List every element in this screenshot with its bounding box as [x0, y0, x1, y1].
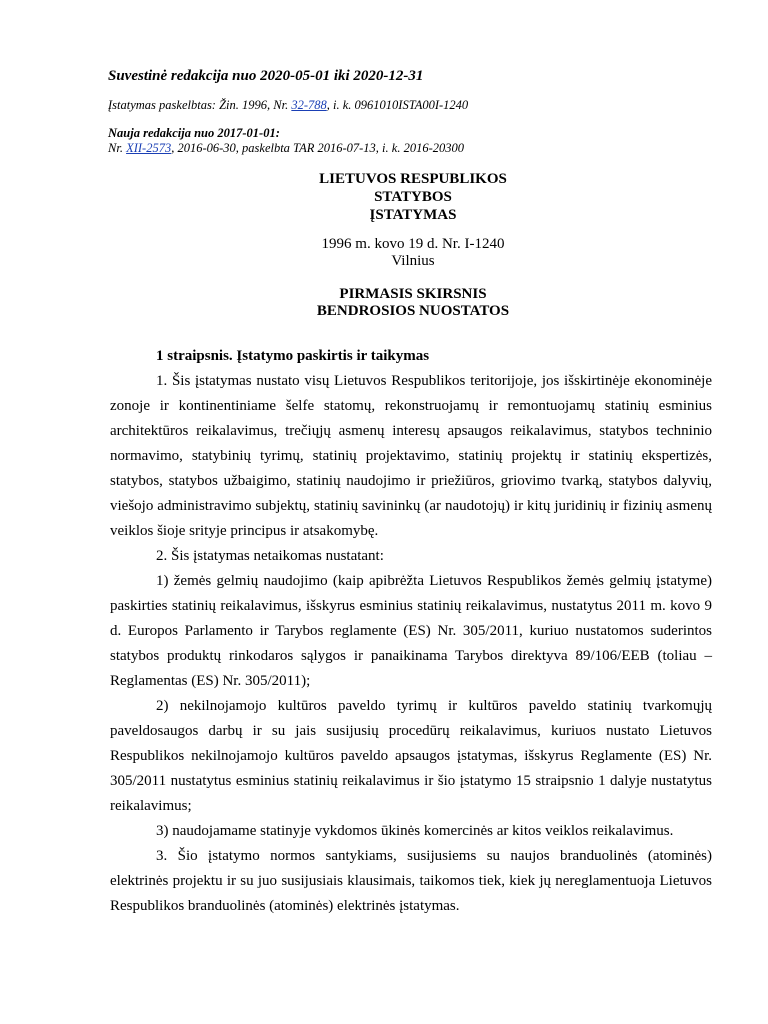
new-version-prefix: Nr. [108, 141, 127, 155]
paragraph: 1) žemės gelmių naudojimo (kaip apibrėžta Lietuvos Respublikos žemės gelmių įstatyme) paskirties statinių reikalavimus, išskyrus esminius statinių reikalavimus, nustatytus 2011 m. kovo 9 d. Europos Parlamento ir Tarybos reglamente (ES) Nr. 305/2011, kuriuo nustatomos suderintos statybos produktų rinkodaros sąlygos ir panaikinama Tarybos direktyva 89/106/EEB (toliau – Reglamentas (ES) Nr. 305/2011); [110, 573, 712, 689]
paragraph: 2) nekilnojamojo kultūros paveldo tyrimų ir kultūros paveldo statinių tvarkomųjų paveldosaugos darbų ir su jais susijusių procedūrų reikalavimus, kuriuos nustato Lietuvos Respublikos nekilnojamojo kultūros paveldo apsaugos įstatymas, išskyrus Reglamente (ES) Nr. 305/2011 nustatytus esminius statinių reikalavimus ir šio įstatymo 15 straipsnio 1 dalyje nustatytus reikalavimus; [110, 698, 712, 814]
new-version-title: Nauja redakcija nuo 2017-01-01: [108, 126, 280, 140]
section-title [108, 286, 718, 320]
law-date-block [108, 236, 718, 270]
law-date: 1996 m. kovo 19 d. Nr. I-1240 [321, 236, 505, 252]
section-title-line2: BENDROSIOS NUOSTATOS [316, 303, 510, 319]
law-title-line3: ĮSTATYMAS [369, 207, 457, 223]
law-body [110, 344, 712, 919]
paragraph: 3) naudojamame statinyje vykdomos ūkinės komercinės ar kitos veiklos reikalavimus. [156, 823, 674, 839]
consolidated-version-title: Suvestinė redakcija nuo 2020-05-01 iki 2020-12-31 [108, 68, 424, 84]
publication-info [108, 98, 718, 113]
publication-prefix: Įstatymas paskelbtas: Žin. 1996, Nr. [108, 98, 292, 112]
law-title-line1: LIETUVOS RESPUBLIKOS [319, 171, 507, 187]
new-version-suffix: , 2016-06-30, paskelbta TAR 2016-07-13, i. k. 2016-20300 [171, 141, 464, 155]
new-version-info [108, 141, 718, 156]
publication-link[interactable]: 32-788 [291, 98, 327, 112]
new-version-link[interactable]: XII-2573 [126, 141, 172, 155]
section-title-line1: PIRMASIS SKIRSNIS [339, 286, 487, 302]
law-place: Vilnius [391, 253, 435, 269]
paragraph: 3. Šio įstatymo normos santykiams, susijusiems su naujos branduolinės (atominės) elektrinės projektu ir su juo susijusiais klausimais, taikomos tiek, kiek jų nereglamentuoja Lietuvos Respublikos branduolinės (atominės) elektrinės įstatymas. [110, 848, 712, 914]
paragraph: 1. Šis įstatymas nustato visų Lietuvos Respublikos teritorijoje, jos išskirtinėje ekonominėje zonoje ir kontinentiniame šelfe statomų, rekonstruojamų ir remontuojamų statinių esminius architektūros reikalavimus, trečiųjų asmenų interesų apsaugos reikalavimus, statybos techninio normavimo, statybinių tyrimų, statinių projektavimo, statinių projektų ir statinių ekspertizės, statybos, statybos užbaigimo, statinių naudojimo ir priežiūros, griovimo tvarką, statybos dalyvių, viešojo administravimo subjektų, statinių savininkų (ar naudotojų) ir kitų juridinių ir fizinių asmenų veiklos šioje srityje principus ir atsakomybę. [110, 373, 712, 539]
law-title-line2: STATYBOS [374, 189, 452, 205]
law-title [108, 170, 718, 224]
article-title: 1 straipsnis. Įstatymo paskirtis ir taikymas [156, 348, 430, 364]
paragraph: 2. Šis įstatymas netaikomas nustatant: [156, 548, 384, 564]
publication-suffix: , i. k. 0961010ISTA00I-1240 [326, 98, 469, 112]
